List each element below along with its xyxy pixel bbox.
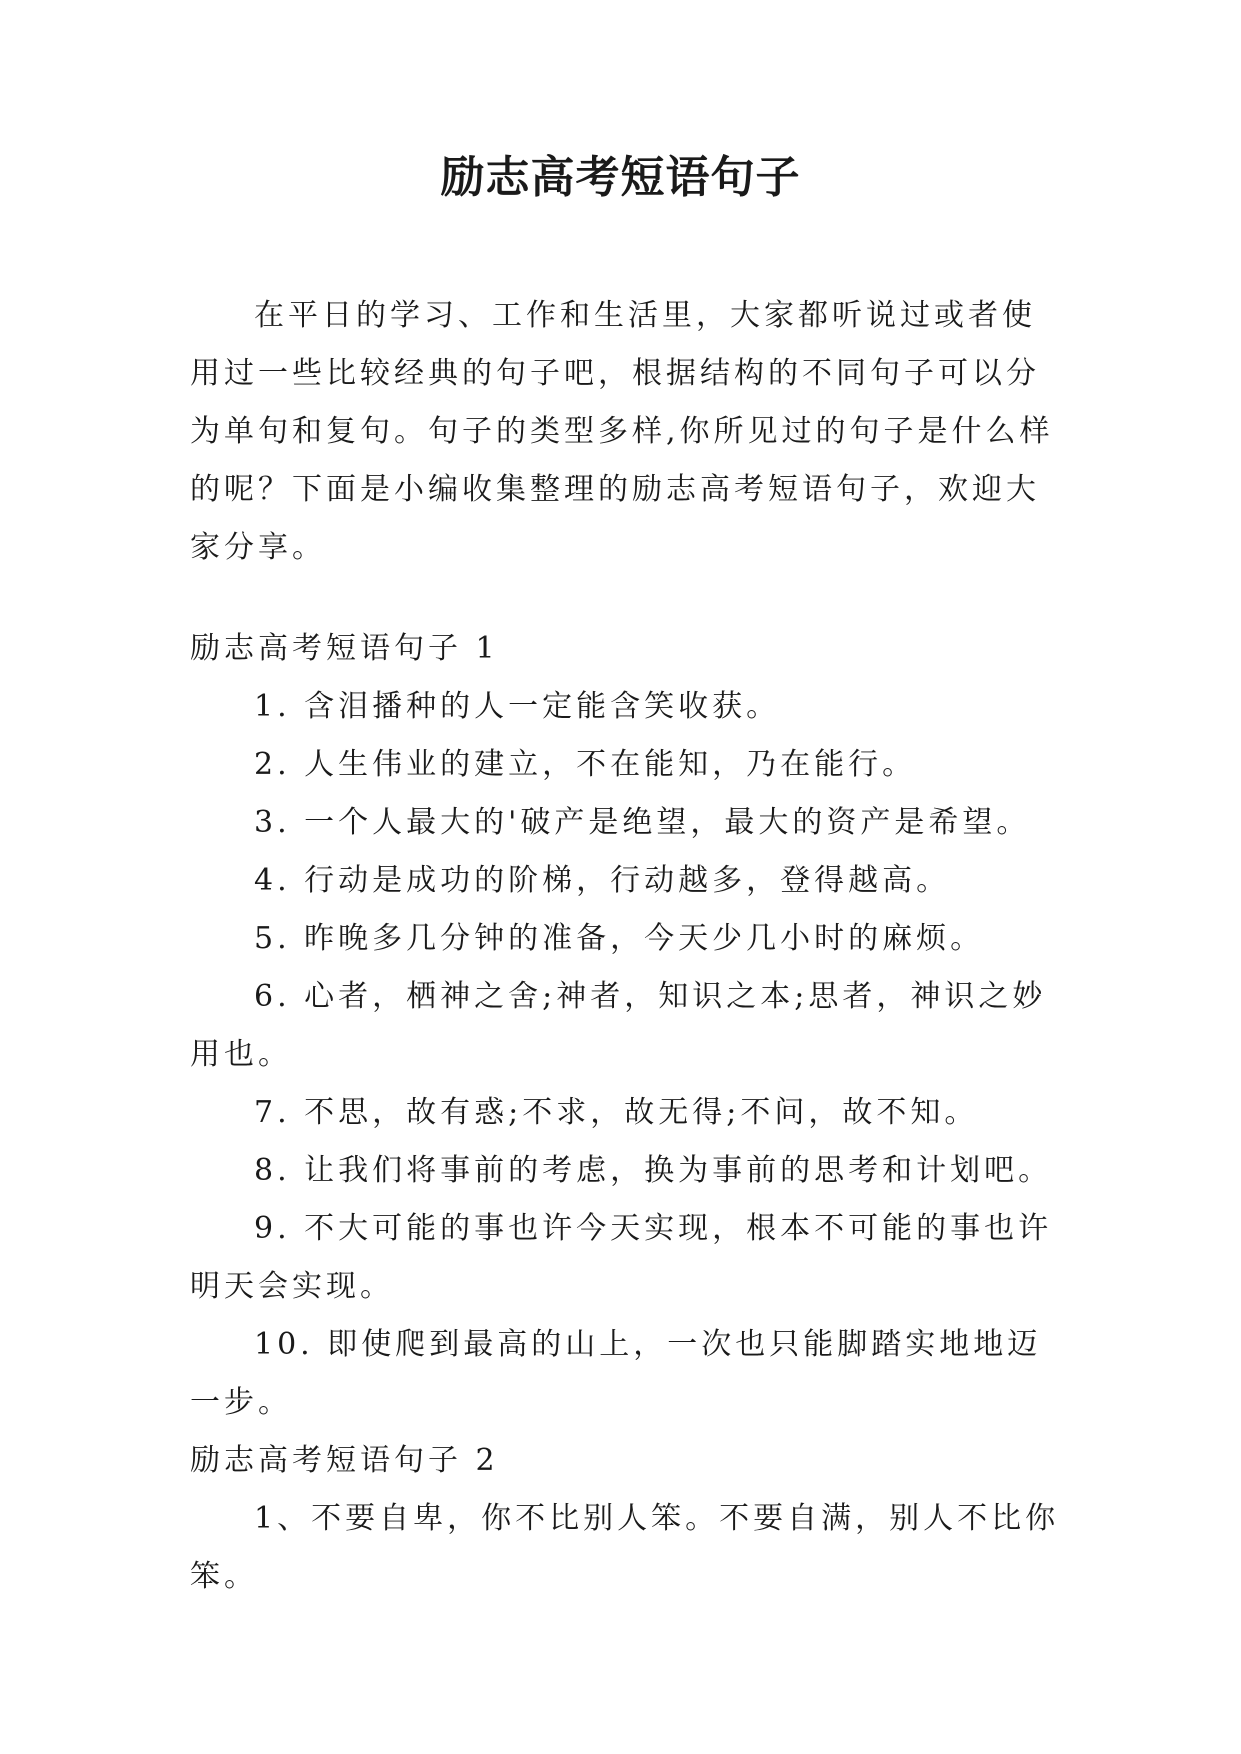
list-item: 3. 一个人最大的'破产是绝望，最大的资产是希望。 (254, 805, 1031, 840)
list-item: 8. 让我们将事前的考虑，换为事前的思考和计划吧。 (254, 1153, 1053, 1188)
list-item: 1、不要自卑，你不比别人笨。不要自满，别人不比你笨。 (190, 1501, 1060, 1594)
intro-paragraph: 在平日的学习、工作和生活里，大家都听说过或者使用过一些比较经典的句子吧，根据结构的不同句子可以分为单句和复句。句子的类型多样,你所见过的句子是什么样的呢？下面是小编收集整理的励志高考短语句子，欢迎大家分享。 (190, 298, 1054, 565)
section-heading-2: 励志高考短语句子 2 (190, 1443, 499, 1478)
list-item: 1. 含泪播种的人一定能含笑收获。 (254, 689, 781, 724)
list-item: 6. 心者，栖神之舍;神者，知识之本;思者，神识之妙用也。 (190, 979, 1047, 1072)
document-title: 励志高考短语句子 (440, 152, 801, 203)
list-item: 7. 不思，故有惑;不求，故无得;不问，故不知。 (254, 1095, 979, 1130)
list-item: 2. 人生伟业的建立，不在能知，乃在能行。 (254, 747, 917, 782)
list-item: 5. 昨晚多几分钟的准备，今天少几小时的麻烦。 (254, 921, 985, 956)
list-item: 9. 不大可能的事也许今天实现，根本不可能的事也许明天会实现。 (190, 1211, 1053, 1304)
section-heading-1: 励志高考短语句子 1 (190, 631, 499, 666)
document-body (190, 287, 1062, 1606)
list-item: 10. 即使爬到最高的山上，一次也只能脚踏实地地迈一步。 (190, 1327, 1042, 1420)
list-item: 4. 行动是成功的阶梯，行动越多，登得越高。 (254, 863, 951, 898)
